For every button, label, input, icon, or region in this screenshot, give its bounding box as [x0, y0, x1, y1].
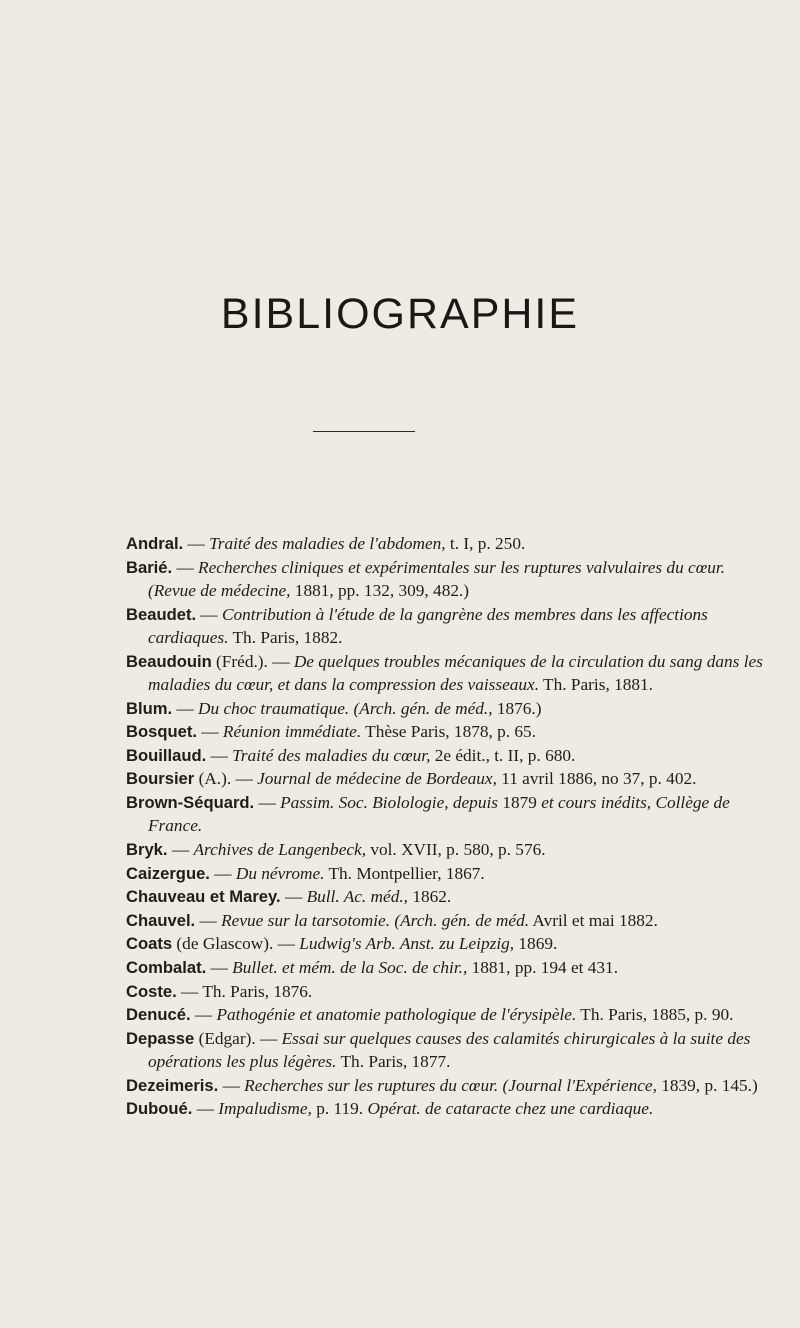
entry-work: Bullet. et mém. de la Soc. de chir.,	[232, 957, 468, 977]
entry-author: Bosquet.	[126, 722, 197, 742]
entry-text: 2e édit., t. II, p. 680.	[430, 745, 576, 765]
entry-work: Recherches cliniques et expérimentales sur les ruptures valvulaires du cœur. (Revue de médecine,	[148, 557, 726, 600]
entry-work: Traité des maladies de l'abdomen,	[209, 534, 446, 553]
entry-text: Th. Montpellier, 1867.	[324, 863, 485, 883]
entry-text: Th. Paris, 1885, p. 90.	[576, 1005, 734, 1025]
entry-work: Pathogénie et anatomie pathologique de l'érysipèle.	[216, 1005, 577, 1025]
bibliography-entry	[126, 720, 776, 743]
bibliography-entry	[126, 556, 776, 603]
entry-text: —	[195, 910, 222, 930]
entry-work: Passim. Soc. Biolologie, depuis	[280, 792, 498, 812]
entry-author: Andral.	[126, 534, 184, 553]
entry-author: Caizergue.	[126, 863, 210, 883]
entry-text: — Th. Paris, 1876.	[176, 981, 313, 1001]
bibliography-entry	[126, 932, 776, 955]
title-divider	[313, 431, 415, 432]
entry-text: 1869.	[514, 934, 558, 954]
entry-work: Essai sur quelques causes des calamités chirurgicales à la suite des opérations les plus légères.	[148, 1028, 751, 1072]
entry-work: Revue sur la tarsotomie. (Arch. gén. de méd.	[221, 910, 530, 930]
entry-author: Bouillaud.	[126, 745, 207, 765]
entry-text: 1881, pp. 194 et 431.	[467, 957, 619, 977]
bibliography-entry	[126, 532, 776, 555]
entry-author: Combalat.	[126, 957, 207, 977]
bibliography-entry	[126, 767, 776, 790]
entry-text: 1881, pp. 132, 309, 482.)	[290, 581, 470, 600]
entry-text: —	[172, 698, 199, 718]
entry-author: Duboué.	[126, 1099, 193, 1119]
entry-text: —	[196, 604, 222, 624]
entry-text: —	[190, 1005, 217, 1025]
entry-author: Bryk.	[126, 839, 168, 859]
entry-author: Brown-Séquard.	[126, 792, 255, 812]
entry-author: Coats	[126, 934, 173, 954]
entry-work: Archives de Langenbeck,	[193, 839, 367, 859]
bibliography-entry	[126, 791, 776, 838]
entry-work: Traité des maladies du cœur,	[232, 745, 431, 765]
bibliography-list	[126, 532, 776, 1121]
entry-text: —	[183, 534, 210, 553]
bibliography-entry	[126, 744, 776, 767]
entry-text: 1876.)	[492, 698, 542, 718]
entry-text: —	[197, 722, 223, 742]
entry-text: (Fréd.). —	[211, 651, 294, 671]
entry-text: —	[206, 745, 233, 765]
entry-author: Chauvel.	[126, 910, 196, 930]
entry-work: et cours inédits, Collège de France.	[148, 792, 730, 836]
entry-work: Recherches sur les ruptures du cœur. (Journal l'Expérience,	[244, 1075, 657, 1095]
entry-text: —	[280, 887, 307, 907]
entry-work: Contribution à l'étude de la gangrène des membres dans les affections cardiaques.	[148, 604, 708, 647]
page-title: BIBLIOGRAPHIE	[220, 290, 580, 338]
entry-text: 1862.	[408, 887, 452, 907]
entry-author: Dezeimeris.	[126, 1075, 219, 1095]
entry-work: Ludwig's Arb. Anst. zu Leipzig,	[299, 934, 515, 954]
bibliography-entry	[126, 956, 776, 979]
entry-text: p. 119.	[311, 1099, 368, 1119]
entry-author: Beaudet.	[126, 604, 197, 624]
entry-work: Bull. Ac. méd.,	[306, 887, 408, 907]
entry-text: 11 avril 1886, no 37, p. 402.	[496, 769, 697, 789]
bibliography-entry	[126, 838, 776, 861]
entry-author: Blum.	[126, 698, 173, 718]
entry-text: Avril et mai 1882.	[529, 910, 658, 930]
entry-work: Réunion immédiate.	[222, 722, 362, 742]
bibliography-entry	[126, 1074, 776, 1097]
entry-author: Boursier	[126, 769, 195, 789]
entry-text: Th. Paris, 1882.	[228, 628, 343, 647]
entry-text: —	[209, 863, 236, 883]
entry-text: Th. Paris, 1877.	[336, 1052, 451, 1072]
bibliography-entry	[126, 1003, 776, 1026]
entry-work: Du névrome.	[235, 863, 325, 883]
bibliography-entry	[126, 650, 776, 697]
entry-text: Th. Paris, 1881.	[539, 675, 653, 694]
bibliography-entry	[126, 1097, 776, 1120]
entry-text: (A.). —	[194, 769, 258, 789]
entry-text: —	[206, 957, 233, 977]
entry-author: Coste.	[126, 981, 177, 1001]
entry-work: Opérat. de cataracte chez une cardiaque.	[367, 1099, 654, 1119]
entry-author: Beaudouin	[126, 651, 212, 671]
bibliography-entry	[126, 885, 776, 908]
entry-text: t. I, p. 250.	[445, 534, 526, 553]
entry-author: Depasse	[126, 1028, 195, 1048]
entry-text: —	[192, 1099, 219, 1119]
bibliography-entry	[126, 909, 776, 932]
bibliography-entry	[126, 603, 776, 650]
entry-text: Thèse Paris, 1878, p. 65.	[361, 722, 537, 742]
entry-work: De quelques troubles mécaniques de la circulation du sang dans les maladies du cœur, et dans la compression des vaisseaux.	[148, 651, 763, 694]
entry-author: Denucé.	[126, 1005, 191, 1025]
entry-text: vol. XVII, p. 580, p. 576.	[366, 839, 546, 859]
bibliography-entry	[126, 697, 776, 720]
bibliography-entry	[126, 980, 776, 1003]
entry-work: Impaludisme,	[218, 1099, 312, 1119]
entry-author: Chauveau et Marey.	[126, 887, 281, 907]
entry-text: 1879	[498, 792, 542, 812]
bibliography-entry	[126, 1027, 776, 1074]
entry-text: (de Glascow). —	[172, 934, 300, 954]
entry-text: 1839, p. 145.)	[656, 1075, 758, 1095]
entry-work: Journal de médecine de Bordeaux,	[257, 769, 497, 789]
bibliography-entry	[126, 862, 776, 885]
entry-text: (Edgar). —	[194, 1028, 282, 1048]
entry-text: —	[254, 792, 281, 812]
entry-text: —	[172, 557, 199, 577]
entry-text: —	[218, 1075, 245, 1095]
entry-work: Du choc traumatique. (Arch. gén. de méd.,	[198, 698, 493, 718]
entry-author: Barié.	[126, 557, 173, 577]
entry-text: —	[167, 839, 194, 859]
